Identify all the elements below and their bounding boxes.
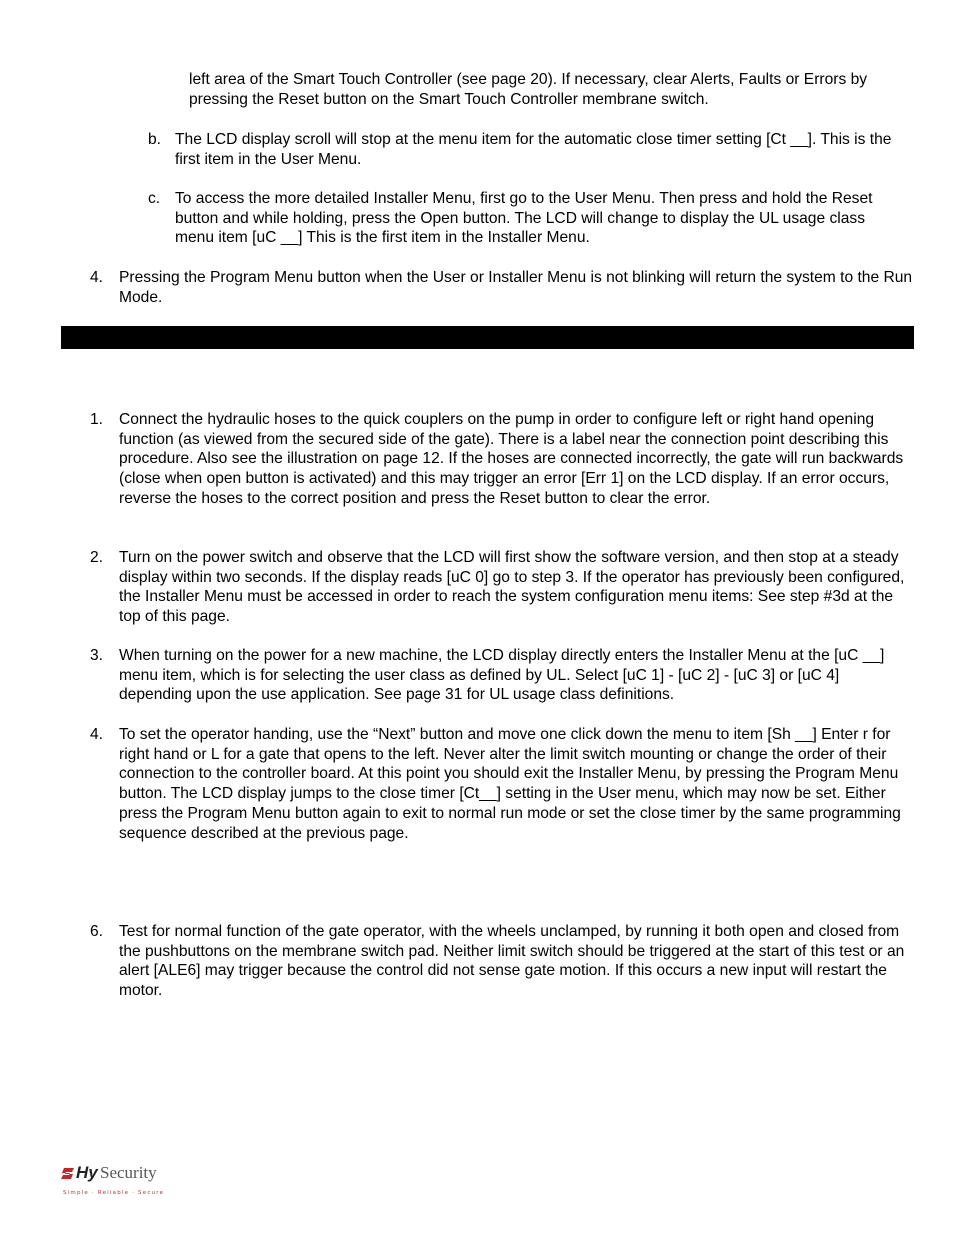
- list-marker: 1.: [90, 411, 104, 428]
- item-a-continuation: left area of the Smart Touch Controller (see page 20). If necessary, clear Alerts, Faults or Errors by pressing the Reset button on the Smart Touch Controller membrane switch.: [189, 71, 868, 108]
- logo-text-hy: Hy: [76, 1163, 98, 1182]
- list-item-text: Pressing the Program Menu button when the User or Installer Menu is not blinking will return the system to the Run Mode.: [119, 269, 913, 306]
- list-item-text: When turning on the power for a new machine, the LCD display directly enters the Installer Menu at the [uC __] menu item, which is for selecting the user class as defined by UL. Select [uC 1] - [uC 2] - [uC 3] or [uC 4] depending upon the use application. See page 31 for UL usage class definitions.: [119, 647, 885, 704]
- list-marker: 3.: [90, 647, 104, 664]
- list-item-text: Test for normal function of the gate operator, with the wheels unclamped, by running it both open and closed from the pushbuttons on the membrane switch pad. Neither limit switch should be triggered at the start of this test or an alert [ALE6] may trigger because the control did not sense gate motion. If this occurs a new input will restart the motor.: [119, 923, 905, 1000]
- hysecurity-logo-mark-icon: [61, 1167, 75, 1180]
- list-marker: 2.: [90, 549, 104, 566]
- brand-logo: [61, 1163, 165, 1196]
- list-marker: c.: [148, 190, 161, 207]
- list-marker: 4.: [90, 726, 104, 743]
- list-marker: 6.: [90, 923, 104, 940]
- logo-tagline: Simple · Reliable · Secure: [63, 1190, 165, 1196]
- list-item-text: Turn on the power switch and observe that the LCD will first show the software version, and then stop at a steady display within two seconds. If the display reads [uC 0] go to step 3. If the operator has previously been configured, the Installer Menu must be accessed in order to reach the system configuration menu items: See step #3d at the top of this page.: [119, 549, 905, 626]
- logo-text-security: Security: [100, 1163, 157, 1182]
- list-marker: b.: [148, 131, 162, 148]
- list-item-text: To set the operator handing, use the “Next” button and move one click down the menu to item [Sh __] Enter r for right hand or L for a gate that opens to the left. Never alter the limit switch mounting or change the order of their connection to the controller board. At this point you should exit the Installer Menu, by pressing the Program Menu button. The LCD display jumps to the close timer [Ct__] setting in the User menu, which may now be set. Either press the Program Menu button again to exit to normal run mode or set the close timer by the same programming sequence described at the previous page.: [119, 726, 901, 842]
- list-item-text: To access the more detailed Installer Menu, first go to the User Menu. Then press and hold the Reset button and while holding, press the Open button. The LCD will change to display the UL usage class menu item [uC __] This is the first item in the Installer Menu.: [175, 190, 873, 247]
- section-header-bar: [61, 326, 914, 349]
- list-item-text: Connect the hydraulic hoses to the quick couplers on the pump in order to configure left or right hand opening function (as viewed from the secured side of the gate). There is a label near the connection point describing this procedure. Also see the illustration on page 12. If the hoses are connected incorrectly, the gate will run backwards (close when open button is activated) and this may trigger an error [Err 1] on the LCD display. If an error occurs, reverse the hoses to the correct position and press the Reset button to clear the error.: [119, 411, 904, 507]
- list-item-text: The LCD display scroll will stop at the menu item for the automatic close timer setting [Ct __]. This is the first item in the User Menu.: [175, 131, 892, 168]
- list-marker: 4.: [90, 269, 104, 286]
